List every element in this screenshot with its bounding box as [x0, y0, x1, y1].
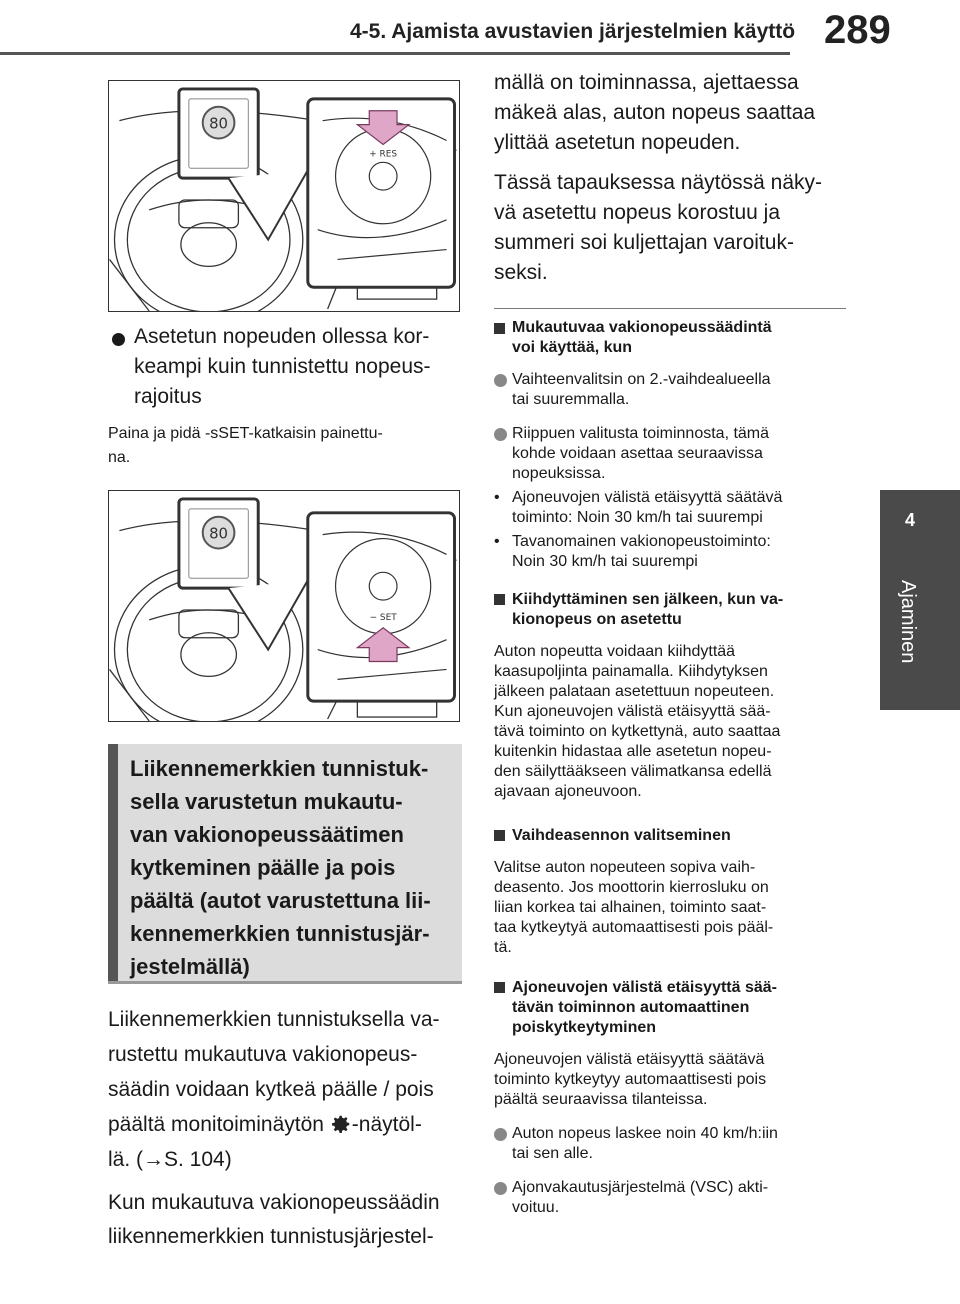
sec4-item1-2: tai sen alle. — [512, 1145, 593, 1162]
sec3-body-5: tä. — [494, 939, 512, 956]
section-heading-box — [108, 744, 462, 984]
sec4-head-3: poiskytkeytyminen — [512, 1019, 657, 1036]
sec4-body-2: toiminto kytkeytyy automaattisesti pois — [494, 1071, 767, 1088]
para1-gear-before: päältä monitoiminäytön — [108, 1113, 330, 1136]
steering-wheel-figure-res — [108, 80, 460, 312]
instruction-line-2: na. — [108, 449, 131, 466]
header-rule — [0, 52, 790, 55]
para1-line-5: lä. (→S. 104) — [108, 1148, 232, 1171]
sec2-head-2: kionopeus on asetettu — [512, 611, 682, 628]
sec2-body-4: Kun ajoneuvojen välistä etäisyyttä sää- — [494, 703, 771, 720]
chapter-number: 4 — [904, 510, 915, 530]
sec1-dash1-2: toiminto: Noin 30 km/h tai suurempi — [512, 509, 763, 526]
chapter-label-container — [880, 580, 940, 680]
sec1-dash2-2: Noin 30 km/h tai suurempi — [512, 553, 698, 570]
section-title: 4-5. Ajamista avustavien järjestelmien käyttö — [350, 20, 796, 43]
section-square-2 — [494, 594, 505, 605]
sec1-item2-1: Riippuen valitusta toiminnosta, tämä — [512, 425, 770, 442]
para2-line-1: Kun mukautuva vakionopeussäädin — [108, 1191, 440, 1214]
heading-accent-bar — [108, 744, 118, 981]
section-square-1 — [494, 323, 505, 334]
sec4-item2-1: Ajonvakautusjärjestelmä (VSC) akti- — [512, 1179, 769, 1196]
sec2-body-2: kaasupoljinta painamalla. Kiihdytyksen — [494, 663, 768, 680]
sec4-head-2: tävän toiminnon automaattinen — [512, 999, 750, 1016]
sec1-item2-3: nopeuksissa. — [512, 465, 606, 482]
sec4-item1-1: Auton nopeus laskee noin 40 km/h:iin — [512, 1125, 778, 1142]
page-header — [0, 0, 960, 64]
section-square-4 — [494, 982, 505, 993]
page-number: 289 — [824, 8, 891, 52]
sec1-head-2: voi käyttää, kun — [512, 339, 633, 356]
gear-icon — [330, 1113, 352, 1135]
sec2-body-6: kuitenkin hidastaa alle asetetun nopeu- — [494, 743, 772, 760]
right-top-line-3: ylittää asetetun nopeuden. — [494, 131, 741, 154]
para2-line-2: liikennemerkkien tunnistusjärjestel- — [108, 1225, 434, 1248]
heading-line-4: kytkeminen päälle ja pois — [130, 855, 396, 880]
bullet-text-3: rajoitus — [134, 385, 202, 408]
speed-readout-2: 80 — [209, 524, 229, 543]
sec1-dash2-1: Tavanomainen vakionopeustoiminto: — [512, 533, 771, 550]
item-dot — [494, 428, 507, 441]
right-top2-line-3: summeri soi kuljettajan varoituk- — [494, 231, 794, 254]
para1-line-4 — [108, 1110, 422, 1140]
right-top2-line-2: vä asetettu nopeus korostuu ja — [494, 201, 781, 224]
right-top2-line-1: Tässä tapauksessa näytössä näky- — [494, 171, 823, 194]
sec3-body-3: liian korkea tai alhainen, toiminto saat- — [494, 899, 767, 916]
bullet-dot — [112, 333, 125, 346]
para1-line-3: säädin voidaan kytkeä päälle / pois — [108, 1078, 434, 1101]
sec4-head-1: Ajoneuvojen välistä etäisyyttä sää- — [512, 979, 777, 996]
para1-line-1: Liikennemerkkien tunnistuksella va- — [108, 1008, 440, 1031]
section-square-3 — [494, 830, 505, 841]
heading-line-7: jestelmällä) — [130, 954, 250, 979]
sec1-dash1-1: Ajoneuvojen välistä etäisyyttä säätävä — [512, 489, 783, 506]
sec2-body-1: Auton nopeutta voidaan kiihdyttää — [494, 643, 736, 660]
sec2-body-3: jälkeen palataan asetettuun nopeuteen. — [494, 683, 775, 700]
para1-gear-after: -näytöl- — [351, 1113, 422, 1136]
set-button-label: − SET — [369, 612, 397, 623]
heading-line-1: Liikennemerkkien tunnistuk- — [130, 756, 429, 781]
right-top2-line-4: seksi. — [494, 261, 548, 284]
sec4-body-3: päältä seuraavissa tilanteissa. — [494, 1091, 708, 1108]
sec2-body-7: den säilyttääkseen välimatkansa edellä — [494, 763, 772, 780]
heading-line-2: sella varustetun mukautu- — [130, 789, 403, 814]
sec2-body-5: tävä toiminto on kytkettynä, auto saattaa — [494, 723, 781, 740]
heading-line-5: päältä (autot varustettuna lii- — [130, 888, 431, 913]
para1-line-2: rustettu mukautuva vakionopeus- — [108, 1043, 418, 1066]
sec3-body-4: taa kytkeytyä automaattisesti pois pääl- — [494, 919, 774, 936]
section-divider — [494, 308, 846, 309]
speed-readout-1: 80 — [209, 114, 229, 133]
right-top-line-1: mällä on toiminnassa, ajettaessa — [494, 71, 799, 94]
res-button-label: + RES — [369, 149, 398, 160]
sec1-item2-2: kohde voidaan asettaa seuraavissa — [512, 445, 763, 462]
sec1-item1-2: tai suuremmalla. — [512, 391, 630, 408]
sec1-item1-1: Vaihteenvalitsin on 2.-vaihdealueella — [512, 371, 771, 388]
item-dot — [494, 374, 507, 387]
sec2-body-8: ajavaan ajoneuvoon. — [494, 783, 642, 800]
sec3-body-1: Valitse auton nopeuteen sopiva vaih- — [494, 859, 756, 876]
right-top-line-2: mäkeä alas, auton nopeus saattaa — [494, 101, 816, 124]
instruction-line-1: Paina ja pidä -sSET-katkaisin painettu- — [108, 425, 383, 442]
chapter-label: Ajaminen — [897, 580, 919, 664]
sec4-body-1: Ajoneuvojen välistä etäisyyttä säätävä — [494, 1051, 765, 1068]
sec3-body-2: deasento. Jos moottorin kierrosluku on — [494, 879, 769, 896]
heading-line-6: kennemerkkien tunnistusjär- — [130, 921, 430, 946]
bullet-text-2: keampi kuin tunnistettu nopeus- — [134, 355, 431, 378]
bullet-text-1: Asetetun nopeuden ollessa kor- — [134, 325, 430, 348]
sec3-head-1: Vaihdeasennon valitseminen — [512, 827, 731, 844]
sec4-item2-2: voituu. — [512, 1199, 560, 1216]
item-dot — [494, 1182, 507, 1195]
item-dot — [494, 1128, 507, 1141]
heading-line-3: van vakionopeussäätimen — [130, 822, 404, 847]
sec1-head-1: Mukautuvaa vakionopeussäädintä — [512, 319, 772, 336]
steering-wheel-figure-set — [108, 490, 460, 722]
sec2-head-1: Kiihdyttäminen sen jälkeen, kun va- — [512, 591, 784, 608]
